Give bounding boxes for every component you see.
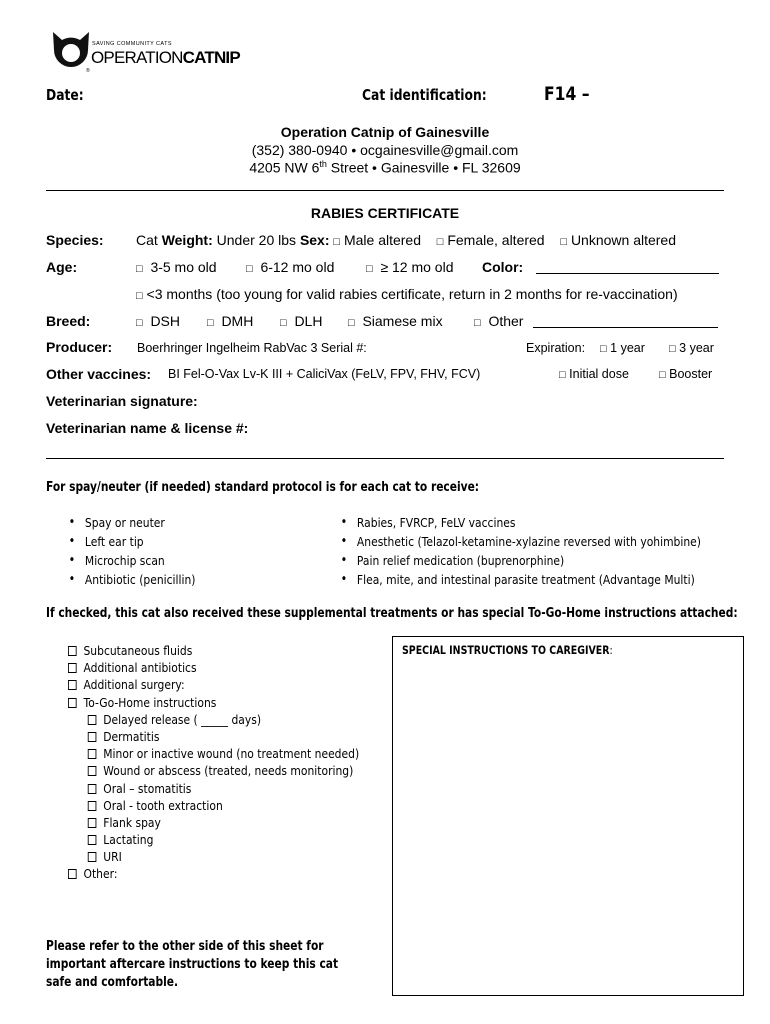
vet-signature-label: Veterinarian signature: (46, 393, 198, 409)
list-item: • Anesthetic (Telazol-ketamine-xylazine reversed with yohimbine) (338, 532, 701, 551)
protocol-left-list (66, 513, 196, 589)
vet-name-label: Veterinarian name & license #: (46, 420, 249, 436)
sex-unknown-label: Unknown altered (570, 232, 676, 248)
age-label: Age: (46, 259, 78, 275)
dose-booster-label: Booster (669, 367, 713, 381)
checkbox[interactable] (88, 818, 97, 828)
item-label: Oral - tooth extraction (103, 797, 223, 813)
checkbox[interactable] (68, 663, 77, 673)
sub-item-tooth-extraction[interactable] (68, 797, 359, 814)
supplemental-item-to-go-home[interactable] (68, 694, 359, 711)
item-label: Subcutaneous fluids (83, 643, 193, 658)
color-label: Color: (482, 259, 524, 275)
breed-dmh[interactable]: □ DMH (207, 313, 254, 329)
sex-female-checkbox[interactable]: □ (436, 236, 444, 248)
dose-booster[interactable]: □ Booster (659, 367, 713, 381)
dose-initial[interactable]: □ Initial dose (559, 367, 629, 381)
age-option-3[interactable]: □ ≥ 12 mo old (366, 259, 454, 275)
age-option-2[interactable]: □ 6-12 mo old (246, 259, 335, 275)
breed-dmh-label: DMH (221, 313, 254, 329)
item-label: Dermatitis (103, 728, 160, 744)
cat-id-label: Cat identification: (362, 86, 487, 104)
dose-initial-label: Initial dose (569, 367, 629, 381)
sex-male-label: Male altered (343, 232, 421, 248)
breed-other-field[interactable] (533, 327, 718, 328)
item-label: To-Go-Home instructions (83, 694, 217, 710)
supplemental-item-surgery[interactable] (68, 676, 359, 693)
age-option-1-label: 3-5 mo old (150, 259, 217, 275)
other-vaccines-label: Other vaccines: (46, 366, 152, 382)
list-item: • Pain relief medication (buprenorphine) (338, 551, 701, 570)
sub-item-lactating[interactable] (68, 831, 359, 848)
breed-siamese[interactable]: □ Siamese mix (348, 313, 443, 329)
logo-brand-bold: CATNIP (182, 48, 240, 67)
producer-label: Producer: (46, 339, 113, 355)
supplemental-item-fluids[interactable] (68, 642, 359, 659)
species-row (136, 232, 676, 248)
checkbox[interactable] (88, 784, 97, 794)
item-label: Lactating (103, 832, 154, 848)
org-address (0, 159, 770, 176)
item-label: Delayed release ( _____ days) (103, 711, 262, 727)
item-label: Additional antibiotics (83, 660, 197, 676)
weight-value: Under 20 lbs (216, 232, 297, 248)
item-label: Additional surgery: (83, 677, 185, 693)
breed-dlh[interactable]: □ DLH (280, 313, 323, 329)
checkbox[interactable] (88, 801, 97, 811)
sex-unknown-checkbox[interactable]: □ (560, 236, 568, 248)
checkbox[interactable] (88, 749, 97, 759)
checkbox[interactable] (68, 698, 77, 708)
supplemental-heading: If checked, this cat also received these supplemental treatments or has special To-Go-Home instructions attached: (46, 606, 738, 621)
species-label: Species: (46, 232, 104, 248)
list-item: • Rabies, FVRCP, FeLV vaccines (338, 513, 701, 532)
sub-item-wound-abscess[interactable] (68, 762, 359, 779)
special-instructions-title (402, 643, 613, 657)
supplemental-item-antibiotics[interactable] (68, 659, 359, 676)
item-label: URI (103, 849, 122, 865)
producer-value: Boerhringer Ingelheim RabVac 3 Serial #: (137, 341, 367, 355)
checkbox[interactable] (88, 835, 97, 845)
weight-label: Weight: (161, 232, 213, 248)
age-option-1[interactable]: □ 3-5 mo old (136, 259, 217, 275)
item-label: Oral – stomatitis (103, 780, 192, 796)
sub-item-stomatitis[interactable] (68, 780, 359, 797)
address-sup: th (319, 159, 327, 169)
certificate-title: RABIES CERTIFICATE (310, 205, 460, 221)
sex-male-checkbox[interactable]: □ (333, 236, 341, 248)
expiration-3-year[interactable]: □ 3 year (669, 341, 714, 355)
sex-female-label: Female, altered (447, 232, 545, 248)
item-label: Wound or abscess (treated, needs monitoring) (103, 763, 354, 779)
address-rest: Street • Gainesville • FL 32609 (326, 159, 521, 176)
list-item: • Antibiotic (penicillin) (66, 570, 196, 589)
sex-label: Sex: (299, 232, 330, 248)
expiration-1-year-label: 1 year (610, 341, 645, 355)
item-label: Minor or inactive wound (no treatment needed) (103, 746, 360, 762)
checkbox[interactable] (68, 646, 77, 656)
breed-dlh-label: DLH (294, 313, 323, 329)
divider-middle (46, 458, 724, 459)
address-main: 4205 NW 6 (249, 159, 320, 176)
checkbox[interactable] (88, 732, 97, 742)
item-label: Flank spay (103, 814, 161, 830)
logo-brand (91, 48, 240, 68)
checkbox[interactable] (88, 852, 97, 862)
expiration-1-year[interactable]: □ 1 year (600, 341, 645, 355)
logo-tagline: SAVING COMMUNITY CATS (92, 41, 172, 47)
age-option-3-label: ≥ 12 mo old (380, 259, 454, 275)
sub-item-dermatitis[interactable] (68, 728, 359, 745)
checkbox[interactable] (88, 766, 97, 776)
checkbox[interactable] (68, 680, 77, 690)
special-instructions-title-text: SPECIAL INSTRUCTIONS TO CAREGIVER (402, 643, 610, 657)
list-item: • Left ear tip (66, 532, 196, 551)
footer-note: Please refer to the other side of this sheet for important aftercare instructions to keep this cat safe and comfortable. (46, 939, 339, 990)
cat-id-value: F14 – (544, 83, 590, 105)
item-label: Other: (83, 866, 118, 882)
expiration-label: Expiration: (526, 341, 586, 355)
date-label: Date: (46, 86, 84, 104)
breed-other-label: Other (488, 313, 524, 329)
logo-brand-light: OPERATION (91, 48, 183, 67)
sub-item-flank-spay[interactable] (68, 814, 359, 831)
other-vaccines-value: BI Fel-O-Vax Lv-K III + CaliciVax (FeLV, FPV, FHV, FCV) (168, 367, 481, 381)
sub-item-uri[interactable] (68, 848, 359, 865)
supplemental-checklist (68, 642, 359, 883)
age-option-2-label: 6-12 mo old (260, 259, 335, 275)
list-item: • Spay or neuter (66, 513, 196, 532)
operation-catnip-logo (50, 28, 240, 76)
sub-item-minor-wound[interactable] (68, 745, 359, 762)
divider-top (46, 190, 724, 191)
org-contact: (352) 380-0940 • ocgainesville@gmail.com (251, 142, 519, 158)
sub-item-delayed-release[interactable] (68, 711, 359, 728)
special-instructions-colon: : (609, 643, 613, 657)
protocol-heading: For spay/neuter (if needed) standard protocol is for each cat to receive: (46, 480, 480, 495)
breed-dsh-label: DSH (150, 313, 180, 329)
registered-mark: ® (86, 68, 90, 74)
color-field[interactable] (536, 273, 719, 274)
protocol-right-list (338, 513, 701, 589)
special-instructions-box[interactable] (392, 636, 744, 996)
young-note[interactable]: □ <3 months (too young for valid rabies certificate, return in 2 months for re-vaccination) (136, 286, 678, 302)
supplemental-item-other[interactable] (68, 865, 359, 882)
species-value: Cat (136, 232, 158, 248)
org-name: Operation Catnip of Gainesville (280, 124, 490, 140)
breed-other[interactable]: □ Other (474, 313, 524, 329)
list-item: • Flea, mite, and intestinal parasite treatment (Advantage Multi) (338, 570, 701, 589)
young-note-text: <3 months (too young for valid rabies certificate, return in 2 months for re-vaccination) (146, 286, 678, 302)
breed-siamese-label: Siamese mix (362, 313, 443, 329)
checkbox[interactable] (88, 715, 97, 725)
list-item: • Microchip scan (66, 551, 196, 570)
breed-label: Breed: (46, 313, 91, 329)
expiration-3-year-label: 3 year (679, 341, 714, 355)
checkbox[interactable] (68, 869, 77, 879)
breed-dsh[interactable]: □ DSH (136, 313, 180, 329)
